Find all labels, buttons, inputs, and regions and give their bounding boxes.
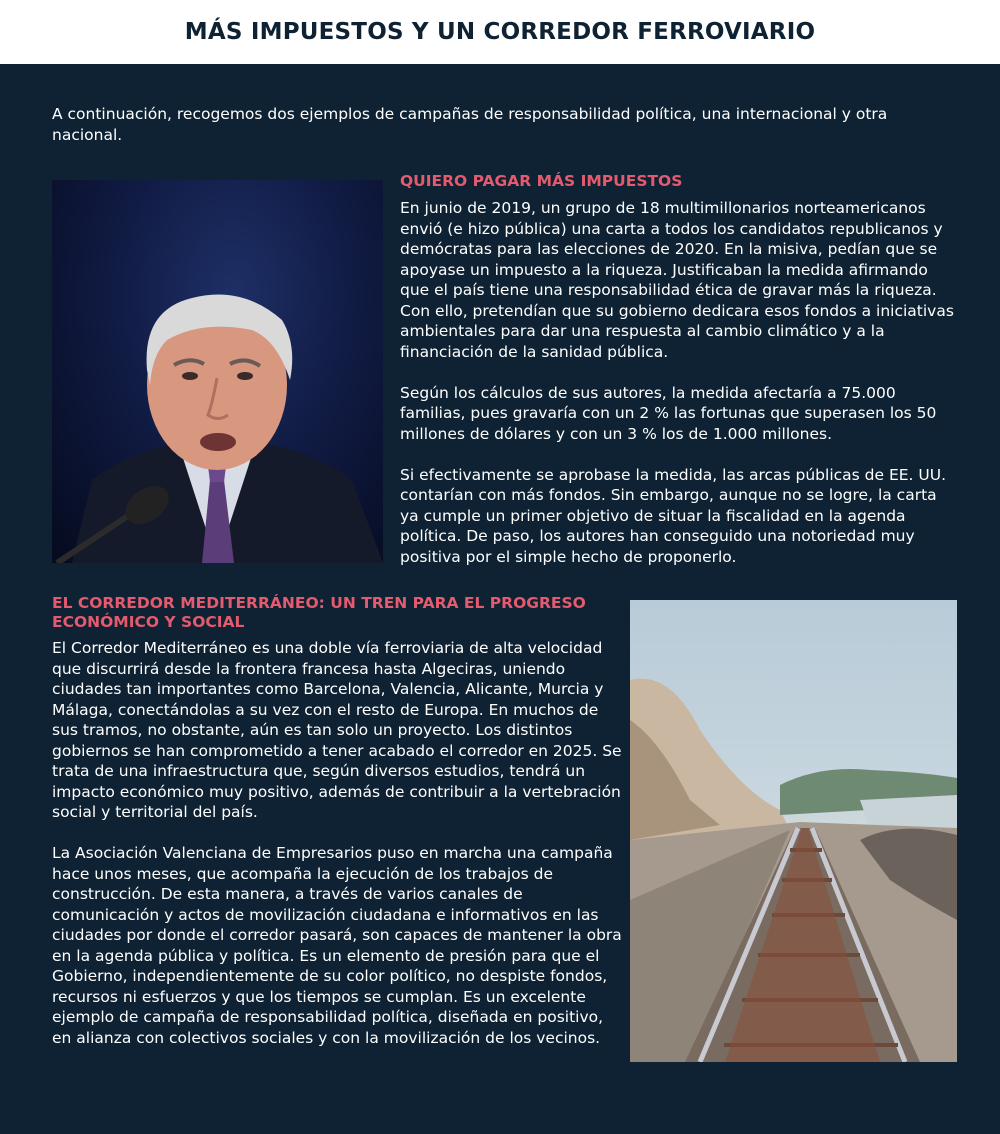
paragraph: Si efectivamente se aprobase la medida, las arcas públicas de EE. UU. contarían con más fondos. Sin embargo, aunque no se logre, la carta ya cumple un primer objetivo de situar la fiscalidad en la agenda política. De paso, los autores han conseguido una notoriedad muy positiva por el simple hecho de proponerlo. xyxy=(400,465,947,566)
paragraph: El Corredor Mediterráneo es una doble vía ferroviaria de alta velocidad que discurrirá desde la frontera francesa hasta Algeciras, uniendo ciudades tan importantes como Barcelona, Valencia, Alicante, Murcia y Málaga, conectándolas a su vez con el resto de Europa. En muchos de sus tramos, no obstante, aún es tan solo un proyecto. Los distintos gobiernos se han comprometido a tener acabado el corredor en 2025. Se trata de una infraestructura que, según diversos estudios, tendrá un impacto económico muy positivo, además de contribuir a la vertebración social y territorial del país. xyxy=(52,639,622,821)
paragraph: En junio de 2019, un grupo de 18 multimillonarios norteamericanos envió (e hizo pública) una carta a todos los candidatos republicanos y demócratas para las elecciones de 2020. En la misiva, pedían que se apoyase un impuesto a la riqueza. Justificaban la medida afirmando que el país tiene una responsabilidad ética de gravar más la riqueza. Con ello, pretendían que su gobierno dedicara esos fondos a iniciativas ambientales para dar una respuesta al cambio climático y a la financiación de la sanidad pública. xyxy=(400,199,954,361)
section-body-taxes xyxy=(400,198,958,567)
page-title: MÁS IMPUESTOS Y UN CORREDOR FERROVIARIO xyxy=(184,19,816,45)
section-body-corridor xyxy=(52,638,622,1048)
railway-track-image xyxy=(630,600,957,1062)
section-title-taxes: QUIERO PAGAR MÁS IMPUESTOS xyxy=(400,172,683,190)
section-title-corridor: EL CORREDOR MEDITERRÁNEO: UN TREN PARA EL PROGRESO ECONÓMICO Y SOCIAL xyxy=(52,594,586,631)
intro-text: A continuación, recogemos dos ejemplos de campañas de responsabilidad política, una internacional y otra nacional. xyxy=(52,105,888,144)
paragraph: Según los cálculos de sus autores, la medida afectaría a 75.000 familias, pues gravaría con un 2 % las fortunas que superasen los 50 millones de dólares y con un 3 % los de 1.000 millones. xyxy=(400,383,937,443)
header-bar xyxy=(0,0,1000,64)
speaker-portrait-image xyxy=(52,180,383,563)
paragraph: La Asociación Valenciana de Empresarios puso en marcha una campaña hace unos meses, que acompaña la ejecución de los trabajos de construcción. De esta manera, a través de varios canales de comunicación y actos de movilización ciudadana e informativos en las ciudades por donde el corredor pasará, son capaces de mantener la obra en la agenda pública y política. Es un elemento de presión para que el Gobierno, independientemente de su color político, no despiste fondos, recursos ni esfuerzos y que los tiempos se cumplan. Es un excelente ejemplo de campaña de responsabilidad política, diseñada en positivo, en alianza con colectivos sociales y con la movilización de los vecinos. xyxy=(52,844,622,1047)
